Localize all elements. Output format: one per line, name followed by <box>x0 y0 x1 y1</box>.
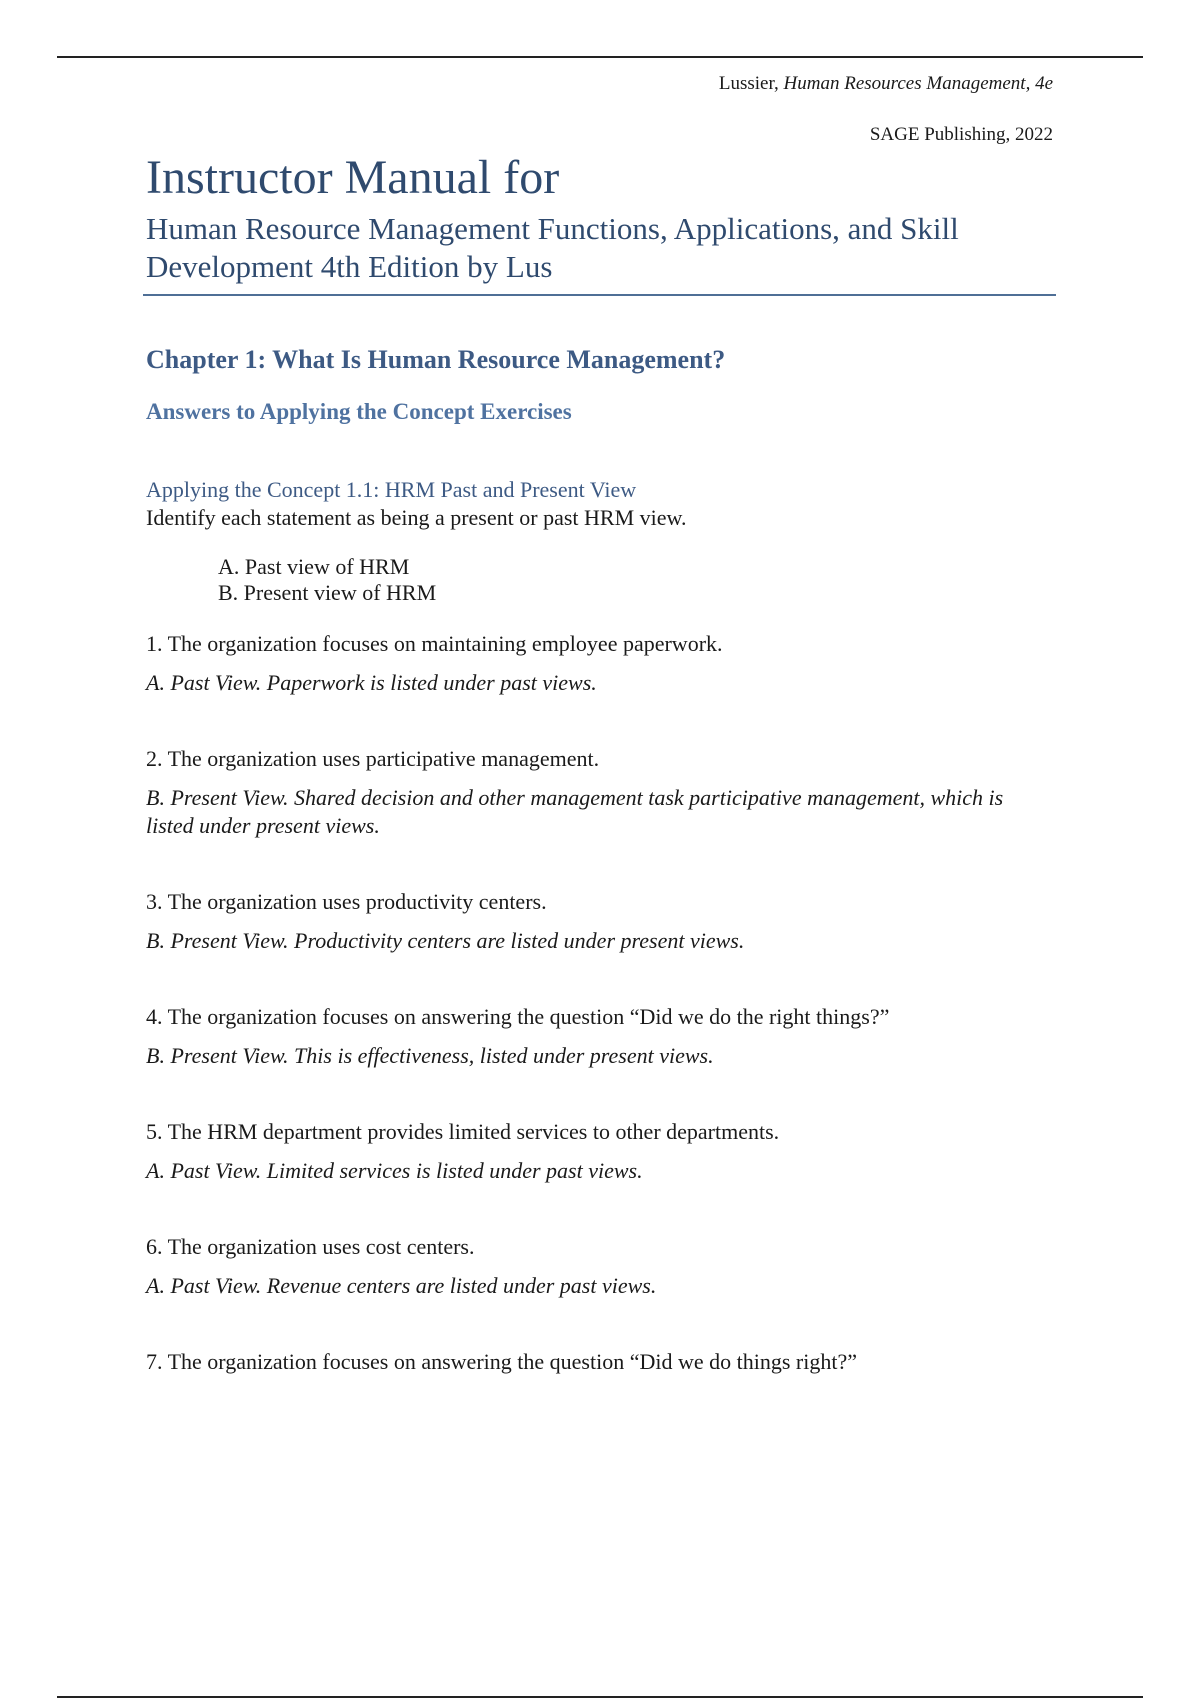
answer-text: B. Present View. Productivity centers are listed under present views. <box>146 928 745 953</box>
page-top-rule <box>57 56 1143 58</box>
question-answer-list <box>146 630 1046 1376</box>
answer-text: A. Past View. Paperwork is listed under past views. <box>146 670 597 695</box>
header-book-title: Human Resources Management, 4e <box>783 73 1053 94</box>
running-header-author <box>719 73 1053 95</box>
answer-text: B. Present View. Shared decision and other management task participative management, which is listed under present views. <box>146 785 1004 838</box>
document-subtitle: Human Resource Management Functions, Applications, and Skill Development 4th Edition by Lus <box>146 211 959 284</box>
list-item <box>146 888 1046 955</box>
question-text: 2. The organization uses participative management. <box>146 746 600 771</box>
exercise-instruction: Identify each statement as being a present or past HRM view. <box>146 505 687 530</box>
question-text: 7. The organization focuses on answering the question “Did we do things right?” <box>146 1349 857 1374</box>
list-item <box>146 1233 1046 1300</box>
exercise-title: Applying the Concept 1.1: HRM Past and Present View <box>146 477 637 502</box>
chapter-heading: Chapter 1: What Is Human Resource Management? <box>146 345 726 374</box>
answer-text: A. Past View. Limited services is listed under past views. <box>146 1158 643 1183</box>
section-heading: Answers to Applying the Concept Exercises <box>146 399 572 424</box>
answer-text: A. Past View. Revenue centers are listed under past views. <box>146 1273 657 1298</box>
list-item <box>146 630 1046 697</box>
question-text: 5. The HRM department provides limited services to other departments. <box>146 1119 780 1144</box>
document-title: Instructor Manual for <box>146 151 560 204</box>
header-author-name: Lussier, <box>718 73 784 94</box>
question-text: 3. The organization uses productivity centers. <box>146 889 547 914</box>
list-item <box>146 745 1046 840</box>
title-underline-rule <box>143 294 1056 296</box>
option-item: A. Past view of HRM <box>218 554 410 579</box>
title-block <box>146 150 1056 286</box>
question-text: 6. The organization uses cost centers. <box>146 1234 475 1259</box>
question-text: 1. The organization focuses on maintaining employee paperwork. <box>146 631 723 656</box>
list-item <box>146 1003 1046 1070</box>
list-item <box>146 1118 1046 1185</box>
list-item <box>146 1348 1046 1376</box>
running-header-publisher: SAGE Publishing, 2022 <box>869 124 1053 145</box>
question-text: 4. The organization focuses on answering the question “Did we do the right things?” <box>146 1004 890 1029</box>
option-item: B. Present view of HRM <box>218 580 437 605</box>
page-bottom-rule <box>57 1696 1143 1698</box>
answer-text: B. Present View. This is effectiveness, listed under present views. <box>146 1043 714 1068</box>
answer-options <box>218 554 1046 606</box>
main-content <box>146 340 1046 1424</box>
